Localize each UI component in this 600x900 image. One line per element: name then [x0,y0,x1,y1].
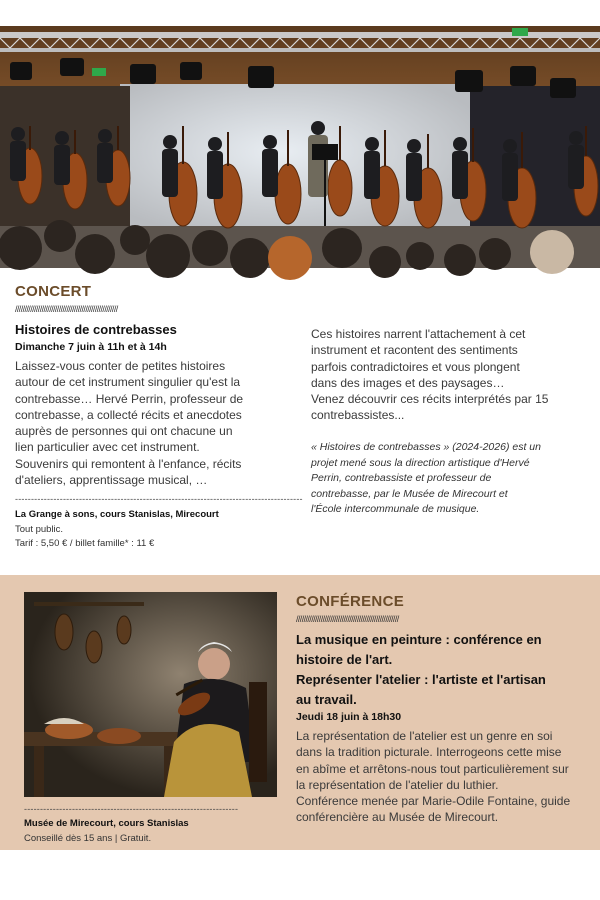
luthier-painting-image [24,592,277,797]
concert-description-left [15,358,275,488]
conference-slash-divider: ////////////////////////////////////////////////////// [296,614,399,624]
concert-event-date: Dimanche 7 juin à 11h et à 14h [15,341,167,353]
text-line: Laissez-vous conter de petites histoires [15,359,226,373]
text-line: contrebassistes... [311,408,405,423]
concert-photo [0,26,600,268]
text-line: l'École intercommunale de musique. [311,503,480,515]
title-line: au travail. [296,692,357,707]
conference-event-date: Jeudi 18 juin à 18h30 [296,711,402,723]
concert-dashed-divider: ------------------------------------------------------------------------------------------ [15,494,303,504]
text-line: la représentation de l'atelier du luthier. [296,777,499,792]
concert-project-credit [311,440,591,518]
concert-event-title: Histoires de contrebasses [15,322,177,337]
concert-category-heading: CONCERT [15,283,92,300]
text-line: auprès de personnes qui ont chacune un [15,424,233,439]
concert-price: Tarif : 5,50 € / billet famille* : 11 € [15,538,155,549]
conference-description [296,728,586,826]
title-line: Représenter l'atelier : l'artiste et l'artisan [296,672,546,687]
text-line: parfois contradictoires et vous plongent [311,359,520,374]
text-line: La représentation de l'atelier est un genre en soi [296,729,553,743]
text-line: « Histoires de contrebasses » (2024-2026) est un [311,441,541,453]
conference-category-heading: CONFÉRENCE [296,593,405,610]
text-line: lien particulier avec cet instrument. [15,440,200,455]
conference-info: Conseillé dès 15 ans | Gratuit. [24,833,152,844]
concert-slash-divider: ////////////////////////////////////////////////////// [15,304,118,314]
text-line: autour de cet instrument singulier qu'est la [15,375,241,390]
text-line: contrebasse, a collecté récits et anecdotes [15,407,242,422]
text-line: Venez découvrir ces récits interprétés par 15 [311,392,549,407]
concert-venue: La Grange à sons, cours Stanislas, Mirecourt [15,509,219,520]
title-line: histoire de l'art. [296,652,393,667]
text-line: Souvenirs qui remontent à l'enfance, récits [15,456,242,471]
text-line: projet mené sous la direction artistique d'Hervé [311,456,530,469]
text-line: Perrin, contrebassiste et professeur de [311,472,492,484]
text-line: Ces histoires narrent l'attachement à cet [311,327,526,341]
concert-description-right [311,326,581,424]
text-line: d'ateliers, apprentissage musical, … [15,473,208,488]
text-line: instrument et racontent des sentiments [311,343,518,358]
conference-dashed-divider: ------------------------------------------------------------------- [24,804,239,814]
conference-event-title [296,630,586,710]
text-line: dans des images et des paysages… [311,375,505,390]
text-line: en abîme et arrêtons-nous tout particulièrement sur [296,761,569,776]
title-line: La musique en peinture : conférence en [296,632,542,647]
text-line: Conférence menée par Marie-Odile Fontaine, guide [296,794,571,809]
text-line: dans la tradition picturale. Interrogeons cette mise [296,745,562,760]
text-line: contrebasse… Hervé Perrin, professeur de [15,391,244,406]
text-line: contrebasse, par le Musée de Mirecourt et [311,487,508,500]
text-line: conférencière au Musée de Mirecourt. [296,810,499,825]
conference-venue: Musée de Mirecourt, cours Stanislas [24,818,189,829]
concert-audience: Tout public. [15,524,64,535]
